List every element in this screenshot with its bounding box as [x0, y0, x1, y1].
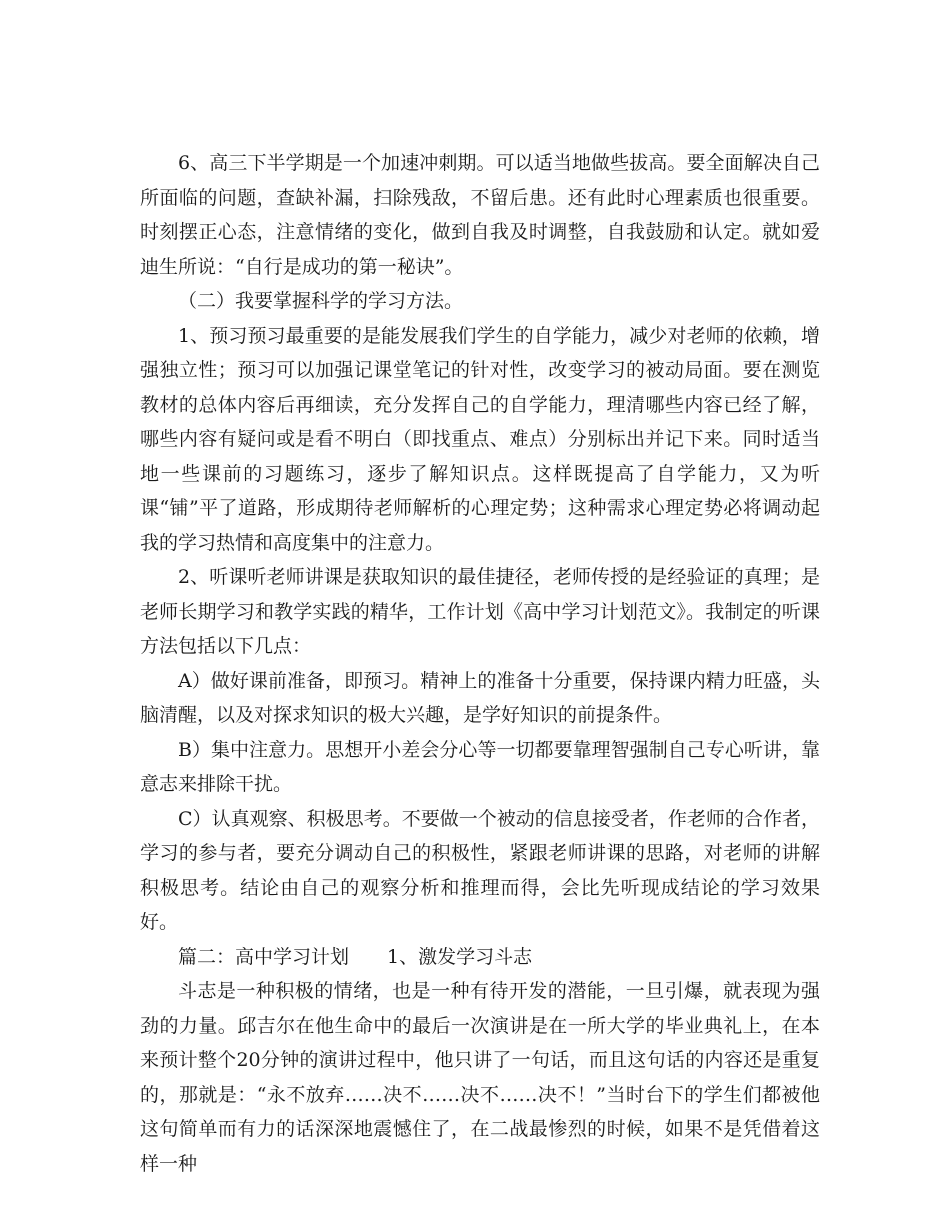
paragraph-8: 篇二：高中学习计划 1、激发学习斗志: [178, 945, 533, 968]
paragraph-2: （二）我要掌握科学的学习方法。: [178, 290, 464, 312]
paragraph-1: 6、高三下半学期是一个加速冲刺期。可以适当地做些拔高。要全面解决自己所面临的问题，查缺补漏，扫除残敌，不留后患。还有此时心理素质也很重要。时刻摆正心态，注意情绪的变化，做到自我及时调整，自我鼓励和认定。就如爱迪生所说：“自行是成功的第一秘诀”。: [140, 152, 820, 278]
paragraph-3: 1、预习预习最重要的是能发展我们学生的自学能力，减少对老师的依赖，增强独立性；预习可以加强记课堂笔记的针对性，改变学习的被动局面。要在测览教材的总体内容后再细读，充分发挥自己的自学能力，理清哪些内容已经了解，哪些内容有疑问或是看不明白（即找重点、难点）分别标出并记下来。同时适当地一些课前的习题练习，逐步了解知识点。这样既提高了自学能力，又为听课“铺”平了道路，形成期待老师解析的心理定势；这种需求心理定势必将调动起我的学习热情和高度集中的注意力。: [140, 324, 820, 554]
document-body: [140, 146, 820, 1181]
paragraph-5: A）做好课前准备，即预习。精神上的准备十分重要，保持课内精力旺盛，头脑清醒，以及对探求知识的极大兴趣，是学好知识的前提条件。: [140, 669, 820, 726]
paragraph-6: B）集中注意力。思想开小差会分心等一切都要靠理智强制自己专心听讲，靠意志来排除干扰。: [140, 738, 820, 795]
paragraph-9: 斗志是一种积极的情绪，也是一种有待开发的潜能，一旦引爆，就表现为强劲的力量。邱吉尔在他生命中的最后一次演讲是在一所大学的毕业典礼上，在本来预计整个20分钟的演讲过程中，他只讲了一句话，而且这句话的内容还是重复的，那就是：“永不放弃……决不……决不……决不！”当时台下的学生们都被他这句简单而有力的话深深地震憾住了，在二战最惨烈的时候，如果不是凭借着这样一种: [140, 980, 820, 1175]
paragraph-7: C）认真观察、积极思考。不要做一个被动的信息接受者，作老师的合作者，学习的参与者，要充分调动自己的积极性，紧跟老师讲课的思路，对老师的讲解积极思考。结论由自己的观察分析和推理而得，会比先听现成结论的学习效果好。: [140, 807, 820, 933]
paragraph-4: 2、听课听老师讲课是获取知识的最佳捷径，老师传授的是经验证的真理；是老师长期学习和教学实践的精华，工作计划《高中学习计划范文》。我制定的听课方法包括以下几点：: [140, 566, 820, 657]
